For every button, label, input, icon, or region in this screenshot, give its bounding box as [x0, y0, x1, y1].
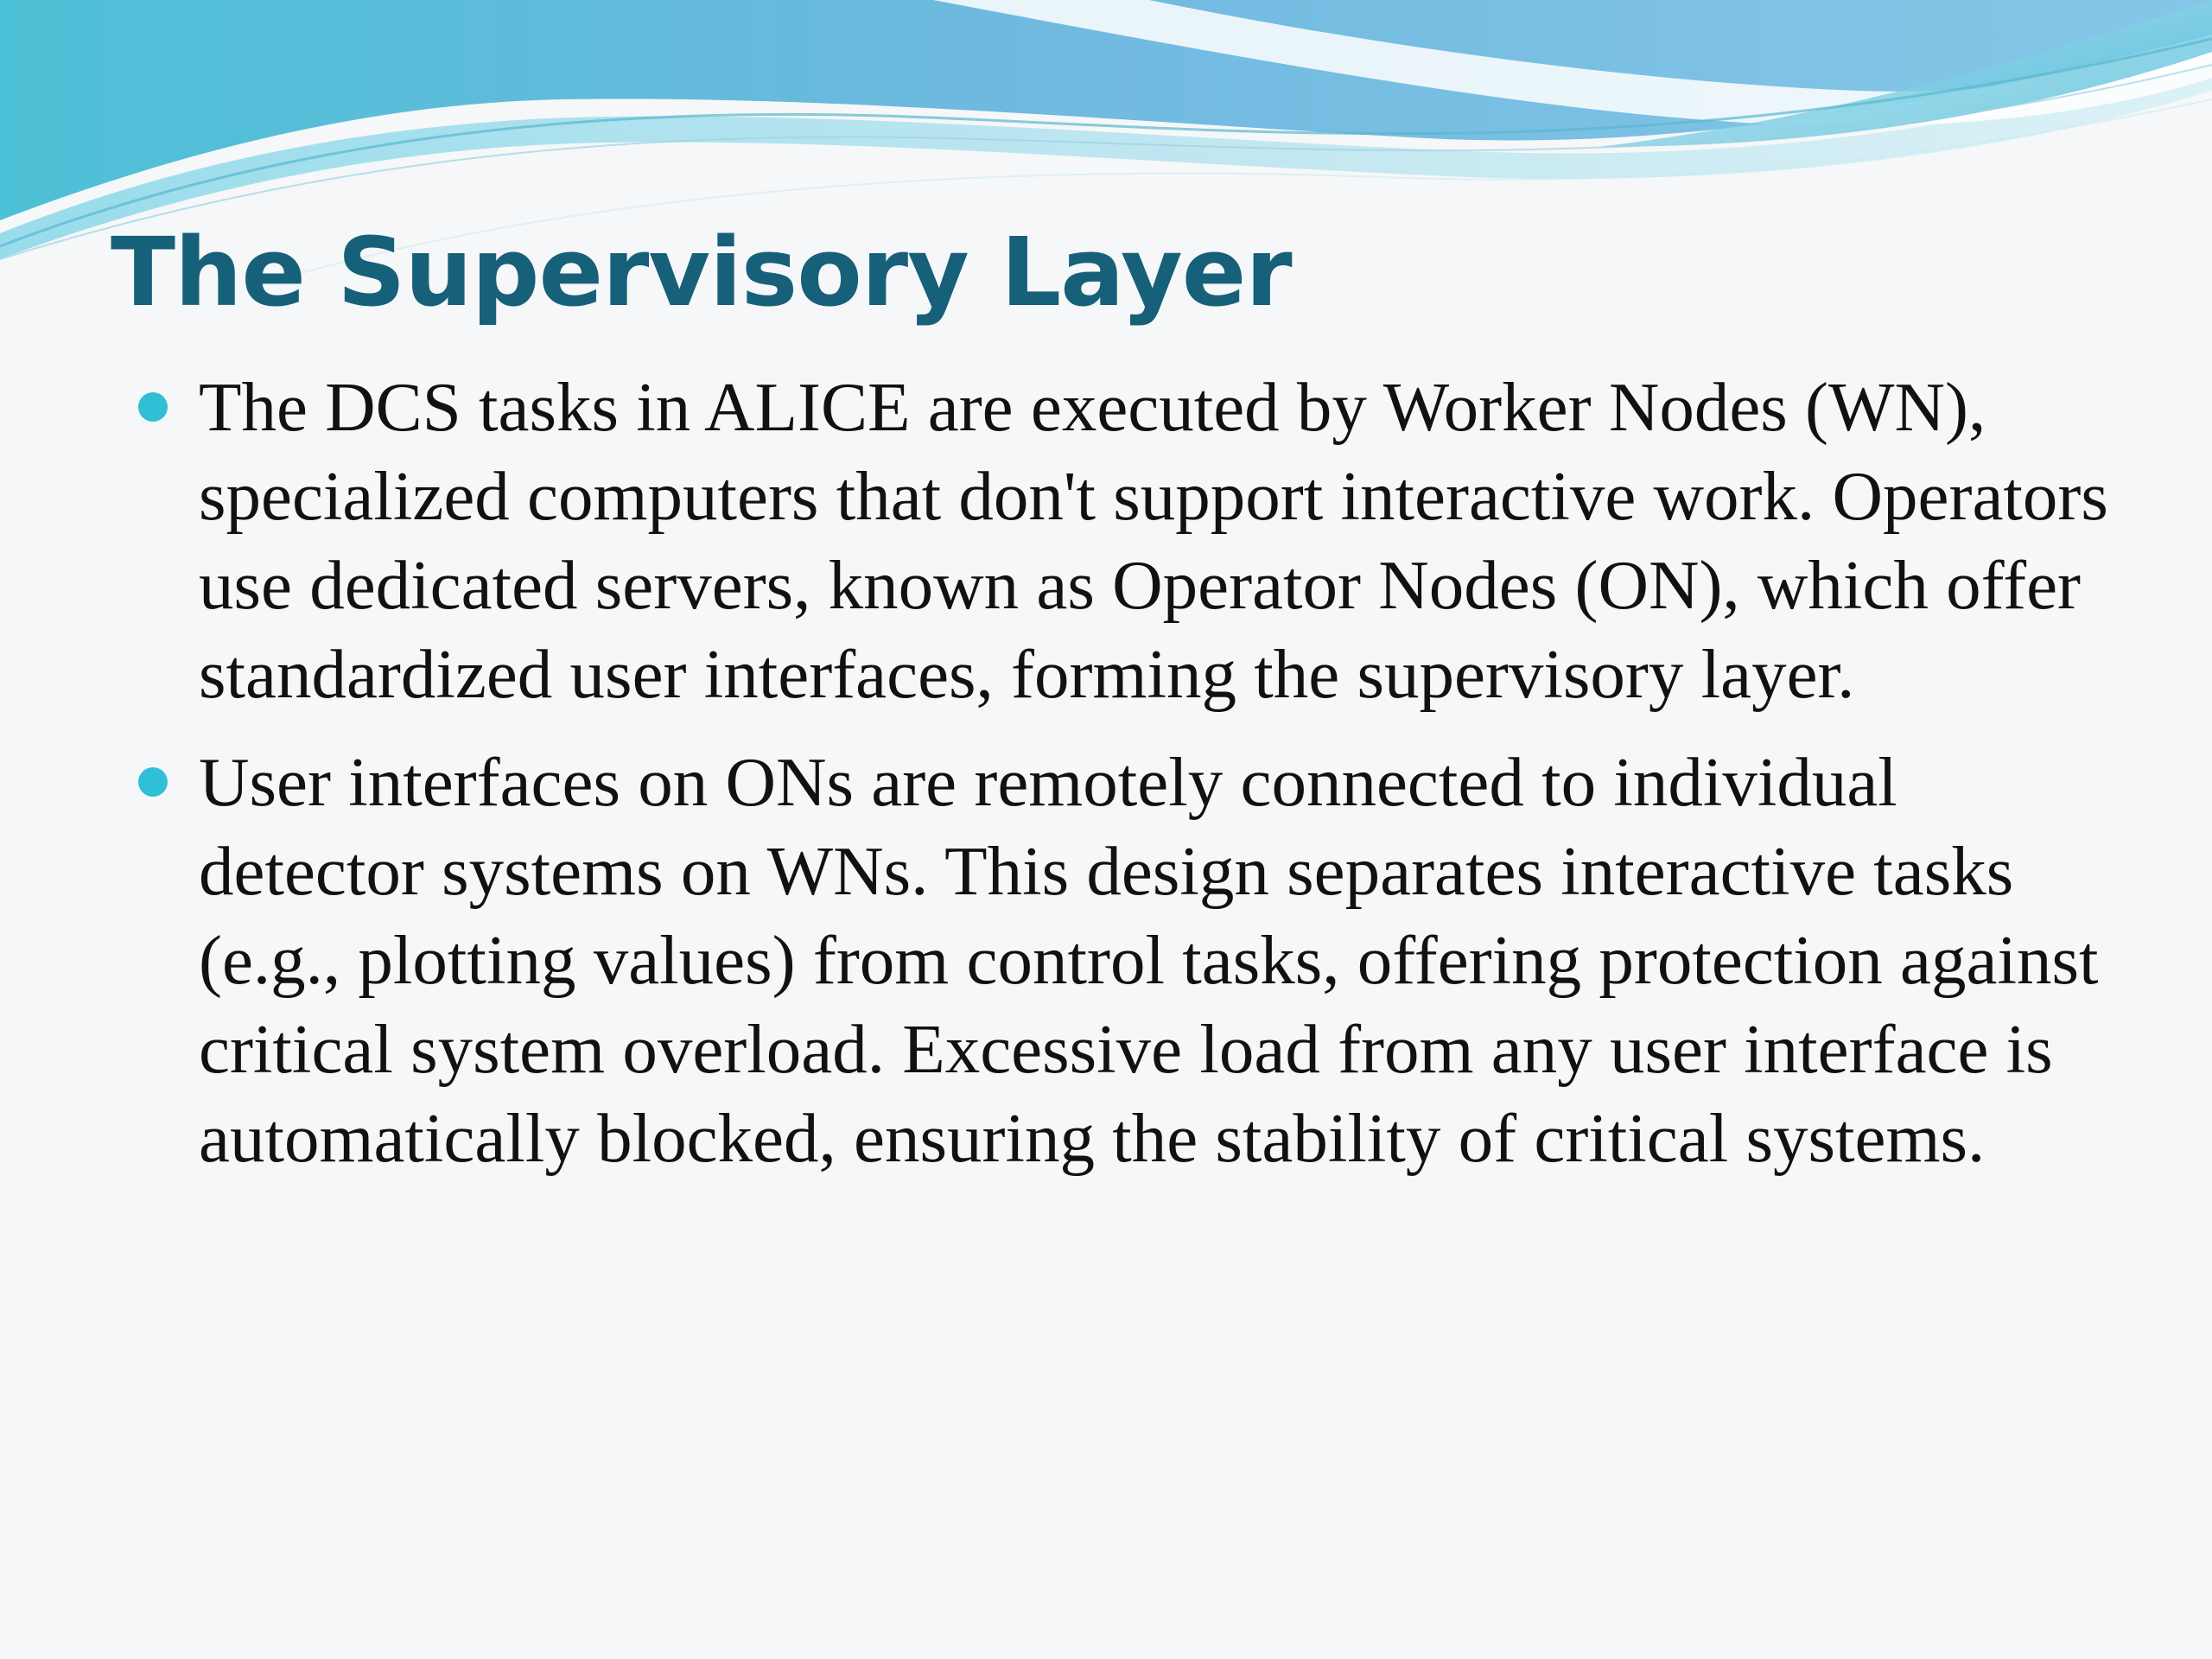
bullet-item — [138, 738, 2126, 1183]
bullet-text: The DCS tasks in ALICE are executed by Worker Nodes (WN), specialized computers that don't support interactive work. Operators use dedicated servers, known as Operator Nodes (ON), which offer standardized user interfaces, forming the supervisory layer. — [199, 368, 2108, 713]
bullet-list — [138, 363, 2126, 1202]
bullet-item — [138, 363, 2126, 719]
bullet-text: User interfaces on ONs are remotely connected to individual detector systems on WNs. This design separates interactive tasks (e.g., plotting values) from control tasks, offering protection against critical system overload. Excessive load from any user interface is automatically blocked, ensuring the stability of critical systems. — [199, 743, 2099, 1177]
slide-title: The Supervisory Layer — [111, 217, 1292, 327]
bullet-dot-icon — [138, 392, 168, 422]
bullet-dot-icon — [138, 767, 168, 797]
